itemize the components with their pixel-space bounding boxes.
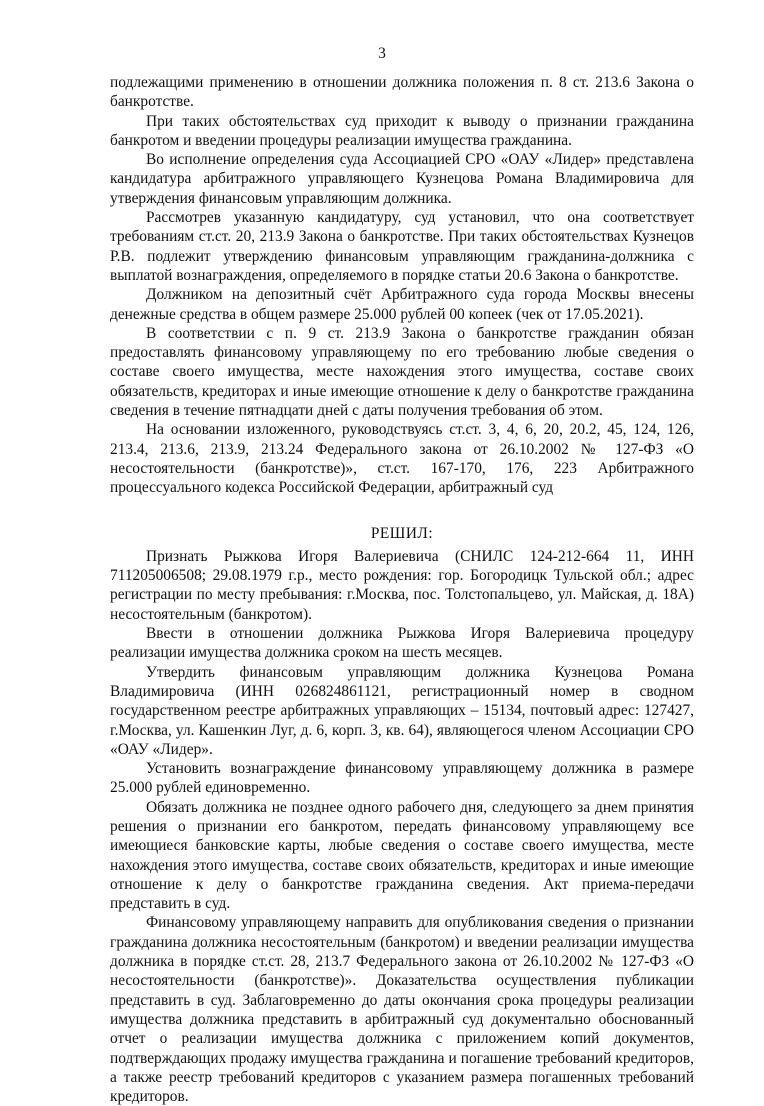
paragraph-approve-manager: Утвердить финансовым управляющим должника Кузнецова Романа Владимировича (ИНН 026824861121, регистрационный номер в сводном государственном реестре арбитражных управляющих – 15134, почтовый адрес: 127427, г.Москва, ул. Кашенкин Луг, д. 6, корп. 3, кв. 64), являющегося членом Ассоциации СРО «ОАУ «Лидер». [110, 663, 694, 758]
page-number: 3 [378, 45, 386, 62]
paragraph-set-remuneration: Установить вознаграждение финансовому управляющему должника в размере 25.000 рублей единовременно. [110, 760, 694, 797]
paragraph-candidate-review: Рассмотрев указанную кандидатуру, суд установил, что она соответствует требованиям ст.ст. 20, 213.9 Закона о банкротстве. При таких обстоятельствах Кузнецов Р.В. подлежит утверждению финансовым управляющим гражданина-должника с выплатой вознаграждения, определяемого в порядке статьи 20.6 Закона о банкротстве. [110, 209, 694, 284]
paragraph-introduce-procedure: Ввести в отношении должника Рыжкова Игоря Валериевича процедуру реализации имущества должника сроком на шесть месяцев. [110, 625, 694, 662]
decision-heading: РЕШИЛ: [370, 524, 434, 542]
paragraph-debtor-obligations: В соответствии с п. 9 ст. 213.9 Закона о банкротстве гражданин обязан предоставлять финансовому управляющему по его требованию любые сведения о составе своего имущества, месте нахождения этого имущества, составе своих обязательств, кредиторах и иные имеющие отношение к делу о банкротстве гражданина сведения в течение пятнадцати дней с даты получения требования об этом. [110, 324, 694, 420]
paragraph-continuation: подлежащими применению в отношении должника положения п. 8 ст. 213.6 Закона о банкротстве. [110, 74, 694, 111]
document-body [110, 73, 694, 1106]
paragraph-publication-order: Финансовому управляющему направить для опубликования сведения о признании гражданина должника несостоятельным (банкротом) и введении реализации имущества должника в порядке ст.ст. 28, 213.7 Федерального закона от 26.10.2002 № 127-ФЗ «О несостоятельности (банкротстве)». Доказательства осуществления публикации представить в суд. Заблаговременно до даты окончания срока процедуры реализации имущества должника представить в арбитражный суд документально обоснованный отчет о реализации имущества должника с приложением копий документов, подтверждающих продажу имущества гражданина и погашение требований кредиторов, а также реестр требований кредиторов с указанием размера погашенных требований кредиторов. [110, 914, 694, 1106]
paragraph-conclusion-bankruptcy: При таких обстоятельствах суд приходит к выводу о признании гражданина банкротом и введении процедуры реализации имущества гражданина. [110, 112, 694, 149]
paragraph-deposit: Должником на депозитный счёт Арбитражного суда города Москвы внесены денежные средства в общем размере 25.000 рублей 00 копеек (чек от 17.05.2021). [110, 286, 694, 323]
paragraph-candidate-presented: Во исполнение определения суда Ассоциацией СРО «ОАУ «Лидер» представлена кандидатура арбитражного управляющего Кузнецова Романа Владимировича для утверждения финансовым управляющим должника. [110, 151, 694, 207]
paragraph-declare-bankrupt: Признать Рыжкова Игоря Валериевича (СНИЛС 124-212-664 11, ИНН 711205006508; 29.08.1979 г.р., место рождения: гор. Богородицк Тульской обл.; адрес регистрации по месту пребывания: г.Москва, пос. Толстопальцево, ул. Майская, д. 18А) несостоятельным (банкротом). [110, 547, 694, 623]
paragraph-oblige-debtor: Обязать должника не позднее одного рабочего дня, следующего за днем принятия решения о признании его банкротом, передать финансовому управляющему все имеющиеся банковские карты, любые сведения о составе своего имущества, месте нахождения этого имущества, составе своих обязательств, кредиторах и иные имеющие отношение к делу о банкротстве гражданина сведения. Акт приема-передачи представить в суд. [110, 798, 694, 913]
paragraph-legal-basis: На основании изложенного, руководствуясь ст.ст. 3, 4, 6, 20, 20.2, 45, 124, 126, 213.4, 213.6, 213.9, 213.24 Федерального закона от 26.10.2002 № 127-ФЗ «О несостоятельности (банкротстве)», ст.ст. 167-170, 176, 223 Арбитражного процессуального кодекса Российской Федерации, арбитражный суд [110, 421, 694, 497]
